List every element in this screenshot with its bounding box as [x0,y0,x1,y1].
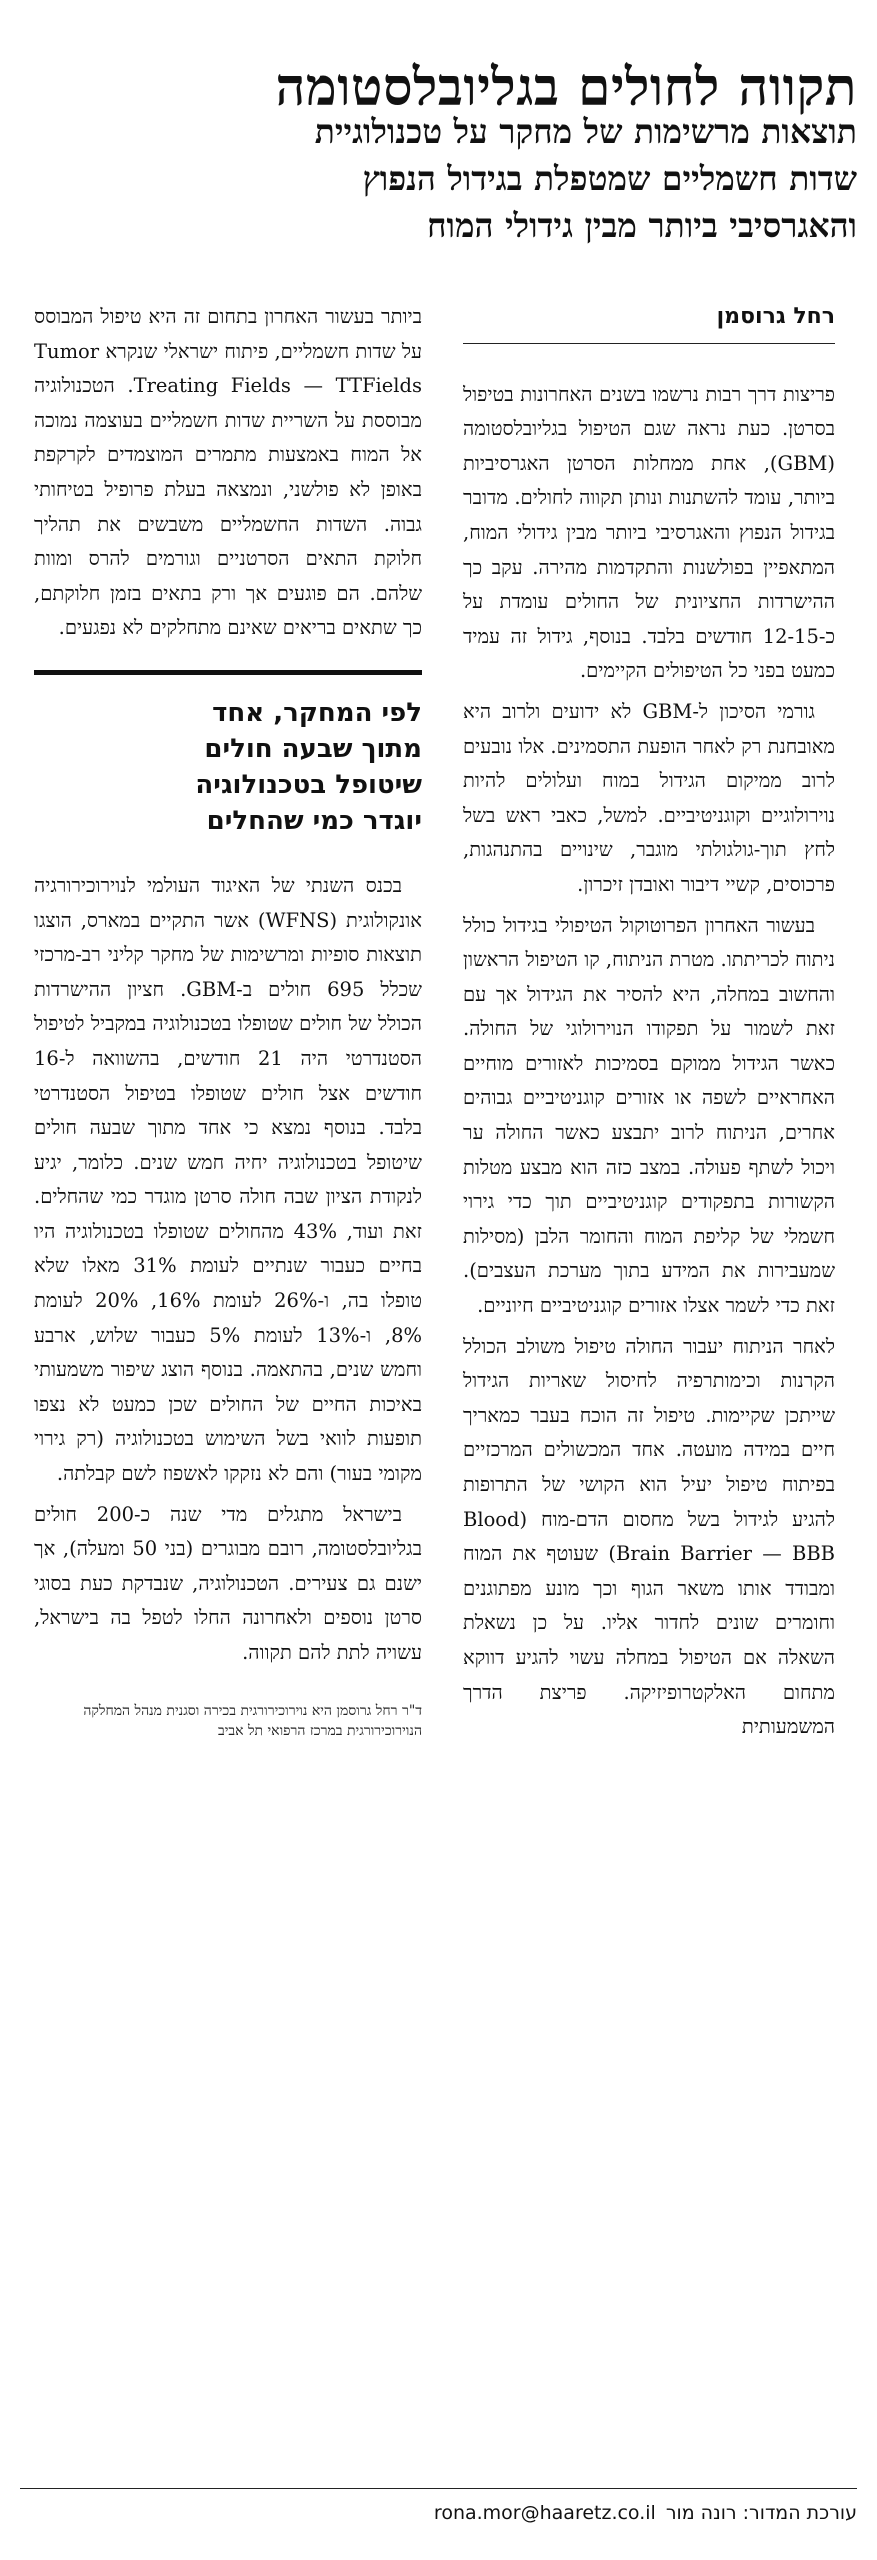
pull-quote-line: לפי המחקר, אחד [212,697,422,728]
article-paragraph: בישראל מתגלים מדי שנה כ-200 חולים בגליובלסטומה, רובם מבוגרים (בני 50 ומעלה), אך ישנם גם צעירים. הטכנולוגיה, שנבדקת כעת בסוגי סרטן נוספים ולאחרונה החלו לטפל בה בישראל, עשויה לתת להם תקווה. [34,1502,422,1664]
pull-quote-line: שיטופל בטכנולוגיה [195,769,422,800]
headline: תקווה לחולים בגליובלסטומה [275,56,857,118]
article-column-left [34,300,422,2470]
article-paragraph: בעשור האחרון הפרוטוקול הטיפולי בגידול כולל ניתוח לכריתתו. מטרת הניתוח, קו הטיפול הראשון והחשוב במחלה, היא להסיר את הגידול אך עם זאת לשמור על תפקודו הנוירולוגי של החולה. כאשר הגידול ממוקם בסמיכות לאזורים מוחיים האחראיים לשפה או אזורים קוגניטיביים גבוהים אחרים, הניתוח לרוב יתבצע כאשר החולה ער ויכול לשתף פעולה. במצב כזה הוא מבצע מטלות הקשורות בתפקודים קוגניטיביים תוך כדי גירוי חשמלי של קליפת המוח והחומר הלבן (מסילות שמעבירות את המידע בתוך מערכת העצבים). זאת כדי לשמר אצלו אזורים קוגניטיביים חיוניים. [463,913,835,1318]
section-editor-label: עורכת המדור: רונה מור [665,2502,857,2524]
author-bio: ד"ר רחל גרוסמן היא נוירוכירורגית בכירה וסגנית מנהל המחלקה הנוירוכירורגית במרכז הרפואי תל אביב [83,1702,422,1739]
article-column-right [463,300,835,2485]
subheadline [20,108,857,249]
article-paragraph: ביותר בעשור האחרון בתחום זה היא טיפול המבוסס על שדות חשמליים, פיתוח ישראלי שנקרא Tumor Treating Fields — TTFields. הטכנולוגיה מבוססת על השריית שדות חשמליים בעוצמה נמוכה אל המוח באמצעות מתמרים המוצמדים לקרקפת באופן לא פולשני, ונמצאה בעלת פרופיל בטיחותי גבוה. השדות החשמליים משבשים את תהליך חלוקת התאים הסרטניים וגורמים להרס ומוות שלהם. הם פוגעים אך ורק בתאים בזמן חלוקתם, כך שתאים בריאים שאינם מתחלקים לא נפגעים. [34,305,422,640]
article-paragraph: בכנס השנתי של האיגוד העולמי לנוירוכירורגיה אונקולוגית (WFNS) אשר התקיים במארס, הוצגו תוצאות סופיות ומרשימות של מחקר קליני רב-מרכזי שכלל 695 חולים ב-GBM. חציון ההישרדות הכולל של חולים שטופלו בטכנולוגיה במקביל לטיפול הסטנדרטי היה 21 חודשים, בהשוואה ל-16 חודשים אצל חולים שטופלו בטיפול הסטנדרטי בלבד. בנוסף נמצא כי אחד מתוך שבעה חולים שיטופל בטכנולוגיה יחיה חמש שנים. כלומר, יגיע לנקודת הציון שבה חולה סרטן מוגדר כמי שהחלים. זאת ועוד, 43% מהחולים שטופלו בטכנולוגיה היו בחיים כעבור שנתיים לעומת 31% מאלו שלא טופלו בה, ו-26% לעומת 16%, 20% לעומת 8%, ו-13% לעומת 5% כעבור שלוש, ארבע וחמש שנים, בהתאמה. בנוסף הוצג שיפור משמעותי באיכות החיים של החולים שכן כמעט לא נצפו תופעות לוואי בשל השימוש בטכנולוגיה (רק גירוי מקומי בעור) והם לא נזקקו לאשפוז לשם קבלתה. [34,873,422,1486]
footer [20,2496,857,2536]
pull-quote [34,670,422,839]
pull-quote-line: מתוך שבעה חולים [204,733,422,764]
pull-quote-line: יוגדר כמי שהחלים [206,805,422,836]
article-paragraph: לאחר הניתוח יעבור החולה טיפול משולב הכולל הקרנות וכימותרפיה לחיסול שאריות הגידול שייתכן שקיימות. טיפול זה הוכח בעבר כמאריך חיים במידה מועטה. אחד המכשולים המרכזיים בפיתוח טיפול יעיל הוא הקושי של התרופות להגיע לגידול בשל מחסום הדם-מוח (Blood Brain Barrier — BBB) שעוטף את המוח ומבודד אותו משאר הגוף וכך מונע מפתוגנים וחומרים שונים לחדור אליו. על כן נשאלת השאלה אם הטיפול במחלה עשוי להגיע דווקא מתחום האלקטרופיזיקה. פריצת הדרך המשמעותית [463,1334,835,1739]
footer-divider [20,2488,857,2489]
article-paragraph: פריצות דרך רבות נרשמו בשנים האחרונות בטיפול בסרטן. כעת נראה שגם הטיפול בגליובלסטומה (GBM), אחת ממחלות הסרטן האגרסיביות ביותר, עומד להשתנות ונותן תקווה לחולים. מדובר בגידול הנפוץ והאגרסיבי ביותר מבין גידולי המוח, המתאפיין בפולשנות והתקדמות מהירה. עקב כך ההישרדות החציונית של החולים עומדת על כ-12-15 חודשים בלבד. בנוסף, גידול זה עמיד כמעט בפני כל הטיפולים הקיימים. [463,382,835,683]
article-paragraph: גורמי הסיכון ל-GBM לא ידועים ולרוב היא מאובחנת רק לאחר הופעת התסמינים. אלו נובעים לרוב ממיקום הגידול במוח ועלולים להיות נוירולוגיים וקוגניטיביים. למשל, כאבי ראש בשל לחץ תוך-גולגולתי מוגבר, שינויים בהתנהגות, פרכוסים, קשיי דיבור ואובדן זיכרון. [463,699,835,896]
editor-email-link[interactable]: rona.mor@haaretz.co.il [433,2502,656,2524]
author-byline: רחל גרוסמן [463,300,835,344]
subheadline-line: תוצאות מרשימות של מחקר על טכנולוגיית [314,112,857,151]
subheadline-line: והאגרסיבי ביותר מבין גידולי המוח [427,206,857,245]
subheadline-line: שדות חשמליים שמטפלת בגידול הנפוץ [362,159,857,198]
